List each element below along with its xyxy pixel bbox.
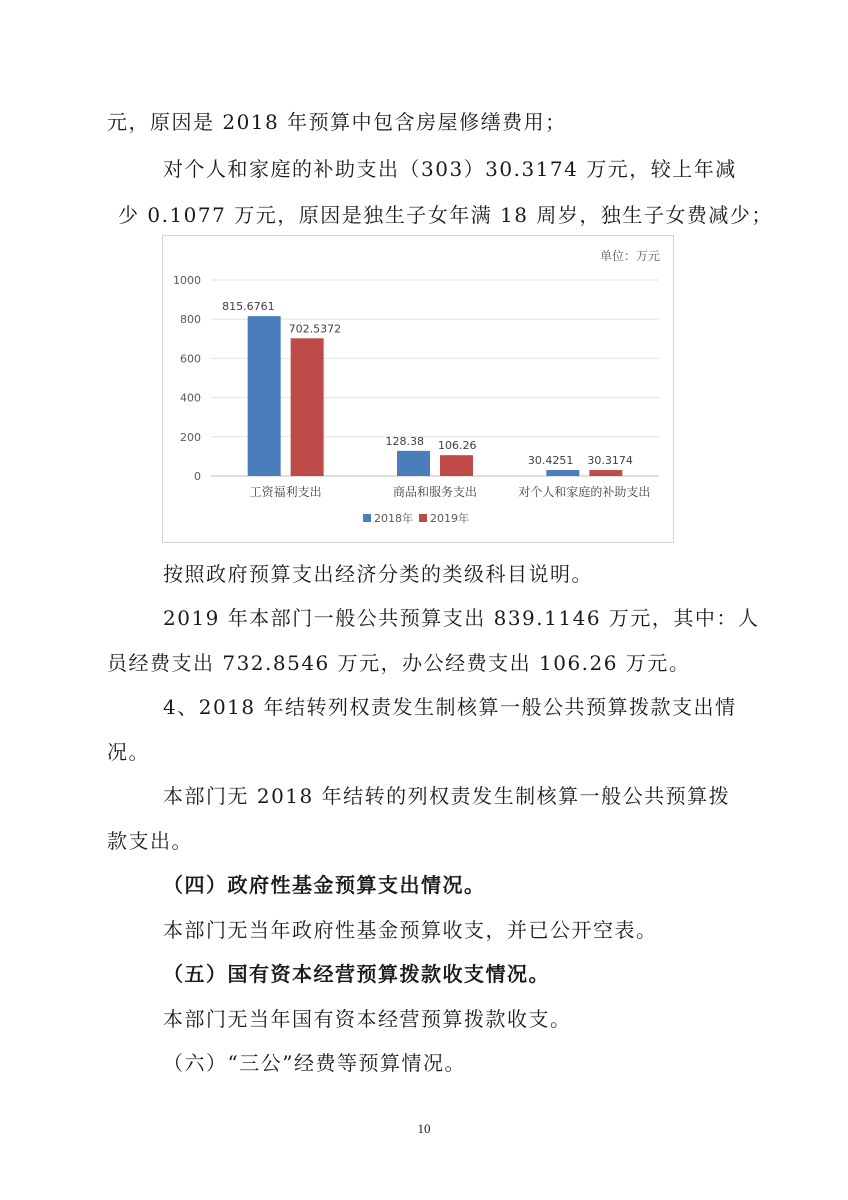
paragraph-line: 对个人和家庭的补助支出（303）30.3174 万元，较上年减 <box>163 157 737 181</box>
chart-bar <box>589 470 622 476</box>
bar-chart-svg <box>163 236 675 544</box>
chart-y-tick-label: 400 <box>180 391 201 405</box>
paragraph-line: 本部门无当年国有资本经营预算拨款收支。 <box>163 1007 572 1031</box>
paragraph-line: 款支出。 <box>107 829 193 853</box>
chart-data-label: 106.26 <box>438 439 477 453</box>
chart-unit-label: 单位：万元 <box>599 249 660 263</box>
paragraph-line: 员经费支出 732.8546 万元，办公经费支出 106.26 万元。 <box>107 651 691 675</box>
chart-x-tick-label: 对个人和家庭的补助支出 <box>518 485 651 499</box>
chart-bar <box>440 455 473 476</box>
chart-data-label: 128.38 <box>385 434 424 448</box>
paragraph-line: 本部门无当年政府性基金预算收支，并已公开空表。 <box>163 918 658 942</box>
chart-data-label: 702.5372 <box>288 322 342 336</box>
section-heading: （六）“三公”经费等预算情况。 <box>163 1051 466 1075</box>
page-number: 10 <box>417 1121 431 1136</box>
chart-legend-label: 2018年 <box>374 512 413 525</box>
paragraph-line: 本部门无 2018 年结转的列权责发生制核算一般公共预算拨 <box>163 784 731 808</box>
chart-y-tick-label: 0 <box>194 470 201 483</box>
chart-data-label: 30.3174 <box>587 454 633 468</box>
section-heading: （五）国有资本经营预算拨款收支情况。 <box>163 962 550 986</box>
chart-data-label: 30.4251 <box>527 454 574 468</box>
chart-bar <box>546 470 579 476</box>
chart-data-label: 815.6761 <box>222 300 275 314</box>
paragraph-line: 况。 <box>107 740 150 764</box>
chart-x-tick-label: 商品和服务支出 <box>392 485 478 499</box>
chart-bar <box>291 338 324 476</box>
chart-bar <box>248 316 281 476</box>
paragraph-line: 2019 年本部门一般公共预算支出 839.1146 万元，其中：人 <box>163 606 760 630</box>
chart-legend-swatch <box>363 514 371 522</box>
chart-y-tick-label: 600 <box>180 352 201 366</box>
chart-y-tick-label: 200 <box>180 430 201 444</box>
chart-legend-swatch <box>419 514 427 522</box>
chart-x-tick-label: 工资福利支出 <box>249 485 322 499</box>
chart-legend-label: 2019年 <box>430 512 469 525</box>
paragraph-line: 4、2018 年结转列权责发生制核算一般公共预算拨款支出情 <box>163 695 737 719</box>
bar-chart <box>162 235 674 543</box>
paragraph-line: 少 0.1077 万元，原因是独生子女年满 18 周岁，独生子女费减少； <box>118 203 773 227</box>
chart-y-tick-label: 1000 <box>173 274 201 287</box>
paragraph-line: 按照政府预算支出经济分类的类级科目说明。 <box>163 562 593 586</box>
chart-bar <box>397 451 430 476</box>
paragraph-line: 元，原因是 2018 年预算中包含房屋修缮费用； <box>107 110 567 134</box>
chart-y-tick-label: 800 <box>180 313 201 327</box>
section-heading: （四）政府性基金预算支出情况。 <box>163 873 486 897</box>
